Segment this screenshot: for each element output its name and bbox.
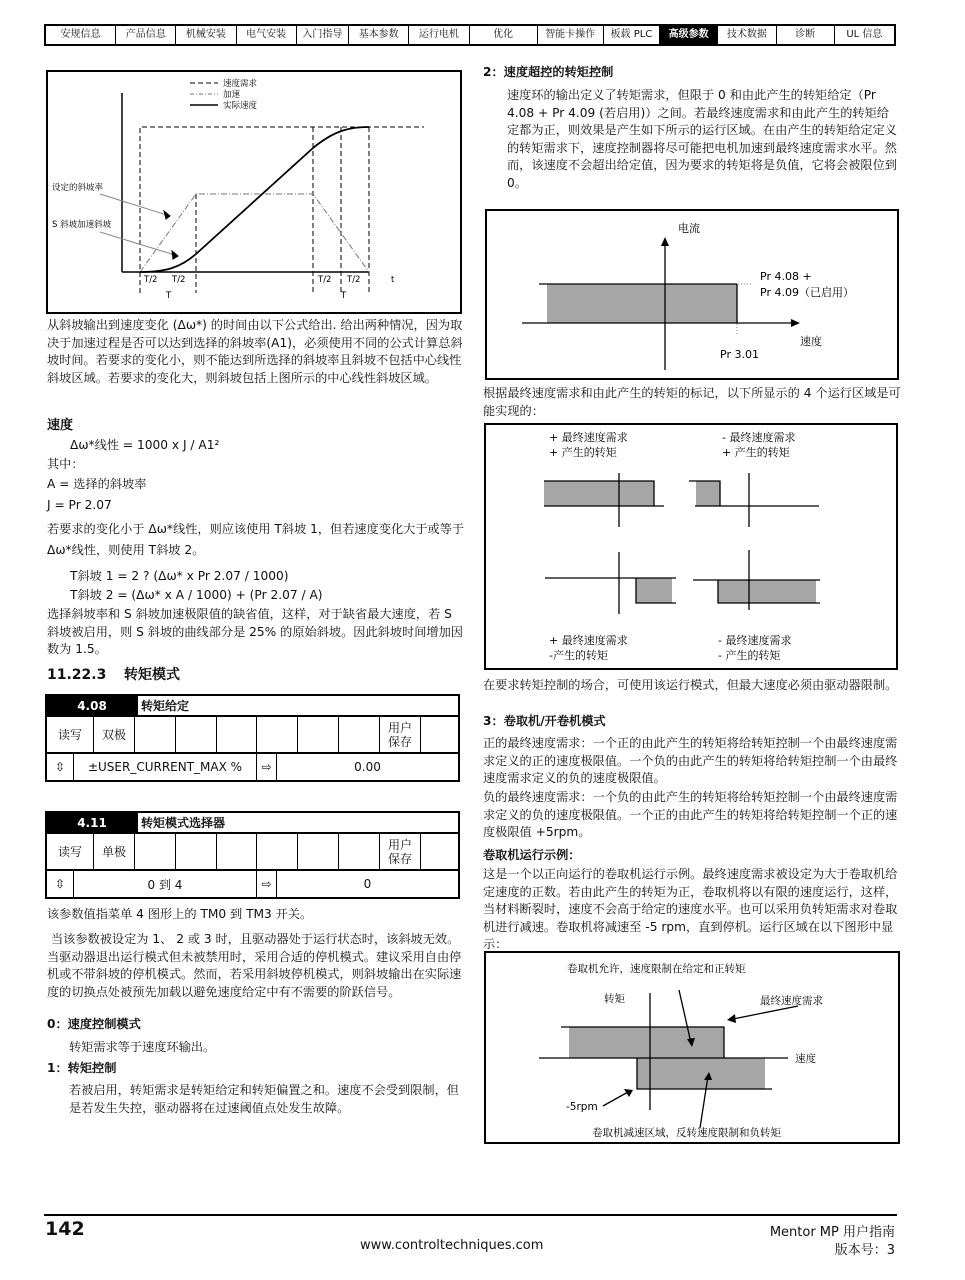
empty-cell (421, 834, 458, 869)
param-table-4-08 (45, 694, 460, 782)
tick-t: T (341, 291, 347, 301)
empty-cell (217, 717, 257, 752)
nav-tab[interactable]: 技术数据 (718, 26, 776, 44)
label-torque-limit-2: Pr 4.09（已启用） (760, 286, 854, 299)
mode-2-text: 速度环的输出定义了转矩需求，但限于 0 和由此产生的转矩给定（Pr 4.08 + Pr 4.09 (若启用)）之间。若最终速度需求和由此产生的转矩给定都为正，则效果是产生如下所示的运行区域。在由产生的转矩给定定义的转矩需求下，速度控制器将尽可能把电机加速到最终速度需求水平。然而，该速度不会超出给定值，因为要求的转矩将是负值，它将会被限位到 0。 (507, 88, 897, 190)
range-icon: ⇳ (47, 754, 74, 780)
legend-actual-speed: 实际速度 (223, 101, 258, 111)
nav-tab[interactable]: 入门指导 (297, 26, 349, 44)
winder-title: 卷取机允许，速度限制在给定和正转矩 (567, 963, 746, 975)
legend-speed-demand: 速度需求 (223, 79, 258, 89)
empty-cell (339, 834, 380, 869)
empty-cell (339, 717, 380, 752)
quadrant3-label: + 最终速度需求 (549, 634, 628, 647)
nav-tab[interactable]: 诊断 (777, 26, 835, 44)
mode-2-title: 2：速度超控的转矩控制 (483, 65, 614, 79)
param-default: 0.00 (354, 760, 381, 774)
nav-tab[interactable]: 智能卡操作 (538, 26, 604, 44)
label-minus-5rpm: -5rpm (566, 1101, 598, 1113)
param-access: 读写 (47, 717, 94, 752)
empty-cell (298, 834, 339, 869)
mode-0-text: 转矩需求等于速度环输出。 (69, 1040, 216, 1054)
nav-tab[interactable]: 基本参数 (349, 26, 409, 44)
param-range: 0 到 4 (74, 871, 257, 897)
param-number: 4.08 (47, 696, 138, 715)
legend-accel: 加速 (223, 90, 241, 100)
empty-cell (257, 717, 298, 752)
empty-cell (135, 717, 176, 752)
label-set-ramp-rate: 设定的斜坡率 (52, 183, 104, 193)
footer-url[interactable]: www.controltechniques.com (360, 1238, 544, 1253)
torque-control-paragraph: 在要求转矩控制的场合，可使用该运行模式，但最大速度必须由驱动器限制。 (483, 678, 898, 692)
tick-t-half: T/2 (347, 275, 361, 285)
empty-cell (421, 717, 458, 752)
axis-label-speed: 速度 (800, 335, 822, 348)
param-save: 用户保存 (380, 834, 421, 869)
mode-3-title: 3：卷取机/开卷机模式 (483, 714, 606, 728)
quadrant2-label: - 最终速度需求 (722, 431, 796, 444)
nav-tab[interactable]: 优化 (470, 26, 538, 44)
page-number: 142 (45, 1218, 85, 1240)
nav-tab[interactable]: UL 信息 (846, 29, 883, 40)
range-icon: ⇳ (47, 871, 74, 897)
axis-label-torque: 转矩 (604, 993, 625, 1005)
section-number: 11.22.3 (47, 667, 107, 683)
empty-cell (176, 717, 217, 752)
nav-tab[interactable]: 机械安装 (176, 26, 236, 44)
definition-a: A = 选择的斜坡率 (47, 477, 147, 491)
tick-t-half: T/2 (144, 275, 158, 285)
winder-decel-label: 卷取机减速区域，反转速度限制和负转矩 (592, 1127, 781, 1139)
winder-example-title: 卷取机运行示例： (483, 848, 581, 862)
version: 版本号：3 (834, 1243, 895, 1258)
default-arrow-icon: ⇨ (257, 871, 277, 897)
tick-t-half: T/2 (318, 275, 332, 285)
param-table-4-11 (45, 811, 460, 899)
param-range: ±USER_CURRENT_MAX % (74, 754, 257, 780)
tm-switch-paragraph: 该参数值指菜单 4 图形上的 TM0 到 TM3 开关。 (47, 907, 313, 921)
param-type: 双极 (94, 717, 135, 752)
tick-t-half: T/2 (172, 275, 186, 285)
empty-cell (176, 834, 217, 869)
default-ramp-paragraph: 选择斜坡率和 S 斜坡加速极限值的缺省值，这样，对于缺省最大速度，若 S 斜坡被启用，则 S 斜坡的曲线部分是 25% 的原始斜坡。因此斜坡时间增加因数为 1.5。 (47, 607, 463, 656)
axis-label-current: 电流 (678, 222, 700, 235)
quadrant1-label: + 最终速度需求 (549, 431, 628, 444)
quadrant4-label: - 最终速度需求 (718, 634, 792, 647)
ramp-diagram (100, 83, 424, 293)
tick-t: T (166, 291, 172, 301)
mode-1-text: 若被启用，转矩需求是转矩给定和转矩偏置之和。速度不会受到限制，但是若发生失控，驱动器将在过速阈值点处发生故障。 (69, 1083, 459, 1115)
ramp-choice-paragraph: 若要求的变化小于 Δω*线性，则应该使用 T斜坡 1，但若速度变化大于或等于 Δω*线性，则使用 T斜坡 2。 (47, 522, 465, 557)
empty-cell (217, 834, 257, 869)
regions-paragraph: 根据最终速度需求和由此产生的转矩的标记，以下所显示的 4 个运行区域是可能实现的： (483, 386, 901, 418)
label-speed-limit: Pr 3.01 (720, 348, 759, 361)
default-arrow-icon: ⇨ (257, 754, 277, 780)
param-type: 单极 (94, 834, 135, 869)
formula-t-ramp-1: T斜坡 1 = 2 ? (Δω* x Pr 2.07 / 1000) (70, 569, 289, 583)
mode-3-negative: 负的最终速度需求：一个负的由此产生的转矩将给转矩控制一个由最终速度需求定义的负的速度极限值。一个正的由此产生的转矩将给转矩控制一个正的速度极限值 +5rpm。 (483, 790, 898, 839)
axis-t-label: t (391, 275, 395, 285)
speed-heading: 速度 (47, 418, 74, 433)
guide-title: Mentor MP 用户指南 (769, 1225, 895, 1240)
formula-t-ramp-2: T斜坡 2 = (Δω* x A / 1000) + (Pr 2.07 / A) (70, 588, 323, 602)
param-save: 用户保存 (380, 717, 421, 752)
quadrant2-label: + 产生的转矩 (722, 446, 790, 459)
nav-tab[interactable]: 电气安装 (237, 26, 297, 44)
label-s-ramp: S 斜坡加速斜坡 (52, 220, 112, 230)
param-name: 转矩模式选择器 (141, 816, 226, 830)
ramp-disable-paragraph: 当该参数被设定为 1、 2 或 3 时，且驱动器处于运行状态时，该斜坡无效。当驱动器退出运行模式但未被禁用时，采用合适的停机模式。建议采用自由停机或不带斜坡的停机模式。然而，若采用斜坡停机模式，则斜坡输出在实际速度的切换点处被预先加载以避免速度给定中有不需要的阶跃信号。 (47, 932, 462, 999)
param-access: 读写 (47, 834, 94, 869)
param-default: 0 (363, 877, 372, 891)
quadrant1-label: + 产生的转矩 (549, 446, 617, 459)
nav-tab[interactable]: 产品信息 (116, 26, 176, 44)
quadrant4-label: - 产生的转矩 (718, 649, 781, 662)
empty-cell (298, 717, 339, 752)
ramp-time-paragraph: 从斜坡输出到速度变化 (Δω*) 的时间由以下公式给出. 给出两种情况，因为取决于加速过程是否可以达到选择的斜坡率(A1)，必须使用不同的公式计算总斜坡时间。若要求的变化小，则不能达到所选择的斜坡率且斜坡不包括中心线性斜坡区域。若要求的变化大，则斜坡包括上图所示的中心线性斜坡区域。 (47, 318, 463, 385)
mode-3-positive: 正的最终速度需求：一个正的由此产生的转矩将给转矩控制一个由最终速度需求定义的正的速度极限值。一个负的由此产生的转矩将给转矩控制一个由最终速度需求定义的负的速度极限值。 (483, 736, 898, 785)
nav-tab[interactable]: 运行电机 (409, 26, 469, 44)
formula-linear: Δω*线性 = 1000 x J / A1² (70, 438, 220, 452)
definition-j: J = Pr 2.07 (47, 498, 112, 512)
mode-1-title: 1：转矩控制 (47, 1061, 117, 1075)
quadrant3-label: -产生的转矩 (549, 649, 608, 662)
quadrant-diagrams (544, 473, 820, 614)
mode-0-title: 0：速度控制模式 (47, 1017, 141, 1031)
footer-rule (44, 1214, 897, 1216)
param-number: 4.11 (47, 813, 138, 832)
label-final-speed-demand: 最终速度需求 (760, 995, 823, 1007)
empty-cell (257, 834, 298, 869)
section-title: 转矩模式 (124, 667, 180, 683)
nav-tab[interactable]: 板载 PLC (604, 26, 660, 44)
winder-example-text: 这是一个以正向运行的卷取机运行示例。最终速度需求被设定为大于卷取机给定速度的正数。若由此产生的转矩为正，卷取机将以有限的速度运行，这样，当材料断裂时，速度不会高于给定的速度水平。也可以采用负转矩需求对卷取机进行减速。卷取机将减速至 -5 rpm，直到停机。运行区域在以下图形中显示： (483, 867, 898, 951)
param-name: 转矩给定 (141, 699, 190, 713)
axis-label-speed: 速度 (795, 1053, 816, 1065)
nav-tab-active[interactable]: 高级参数 (660, 26, 718, 44)
empty-cell (135, 834, 176, 869)
where-label: 其中： (47, 457, 84, 471)
nav-tab[interactable]: 安规信息 (46, 26, 116, 44)
label-torque-limit: Pr 4.08 + (760, 270, 812, 283)
